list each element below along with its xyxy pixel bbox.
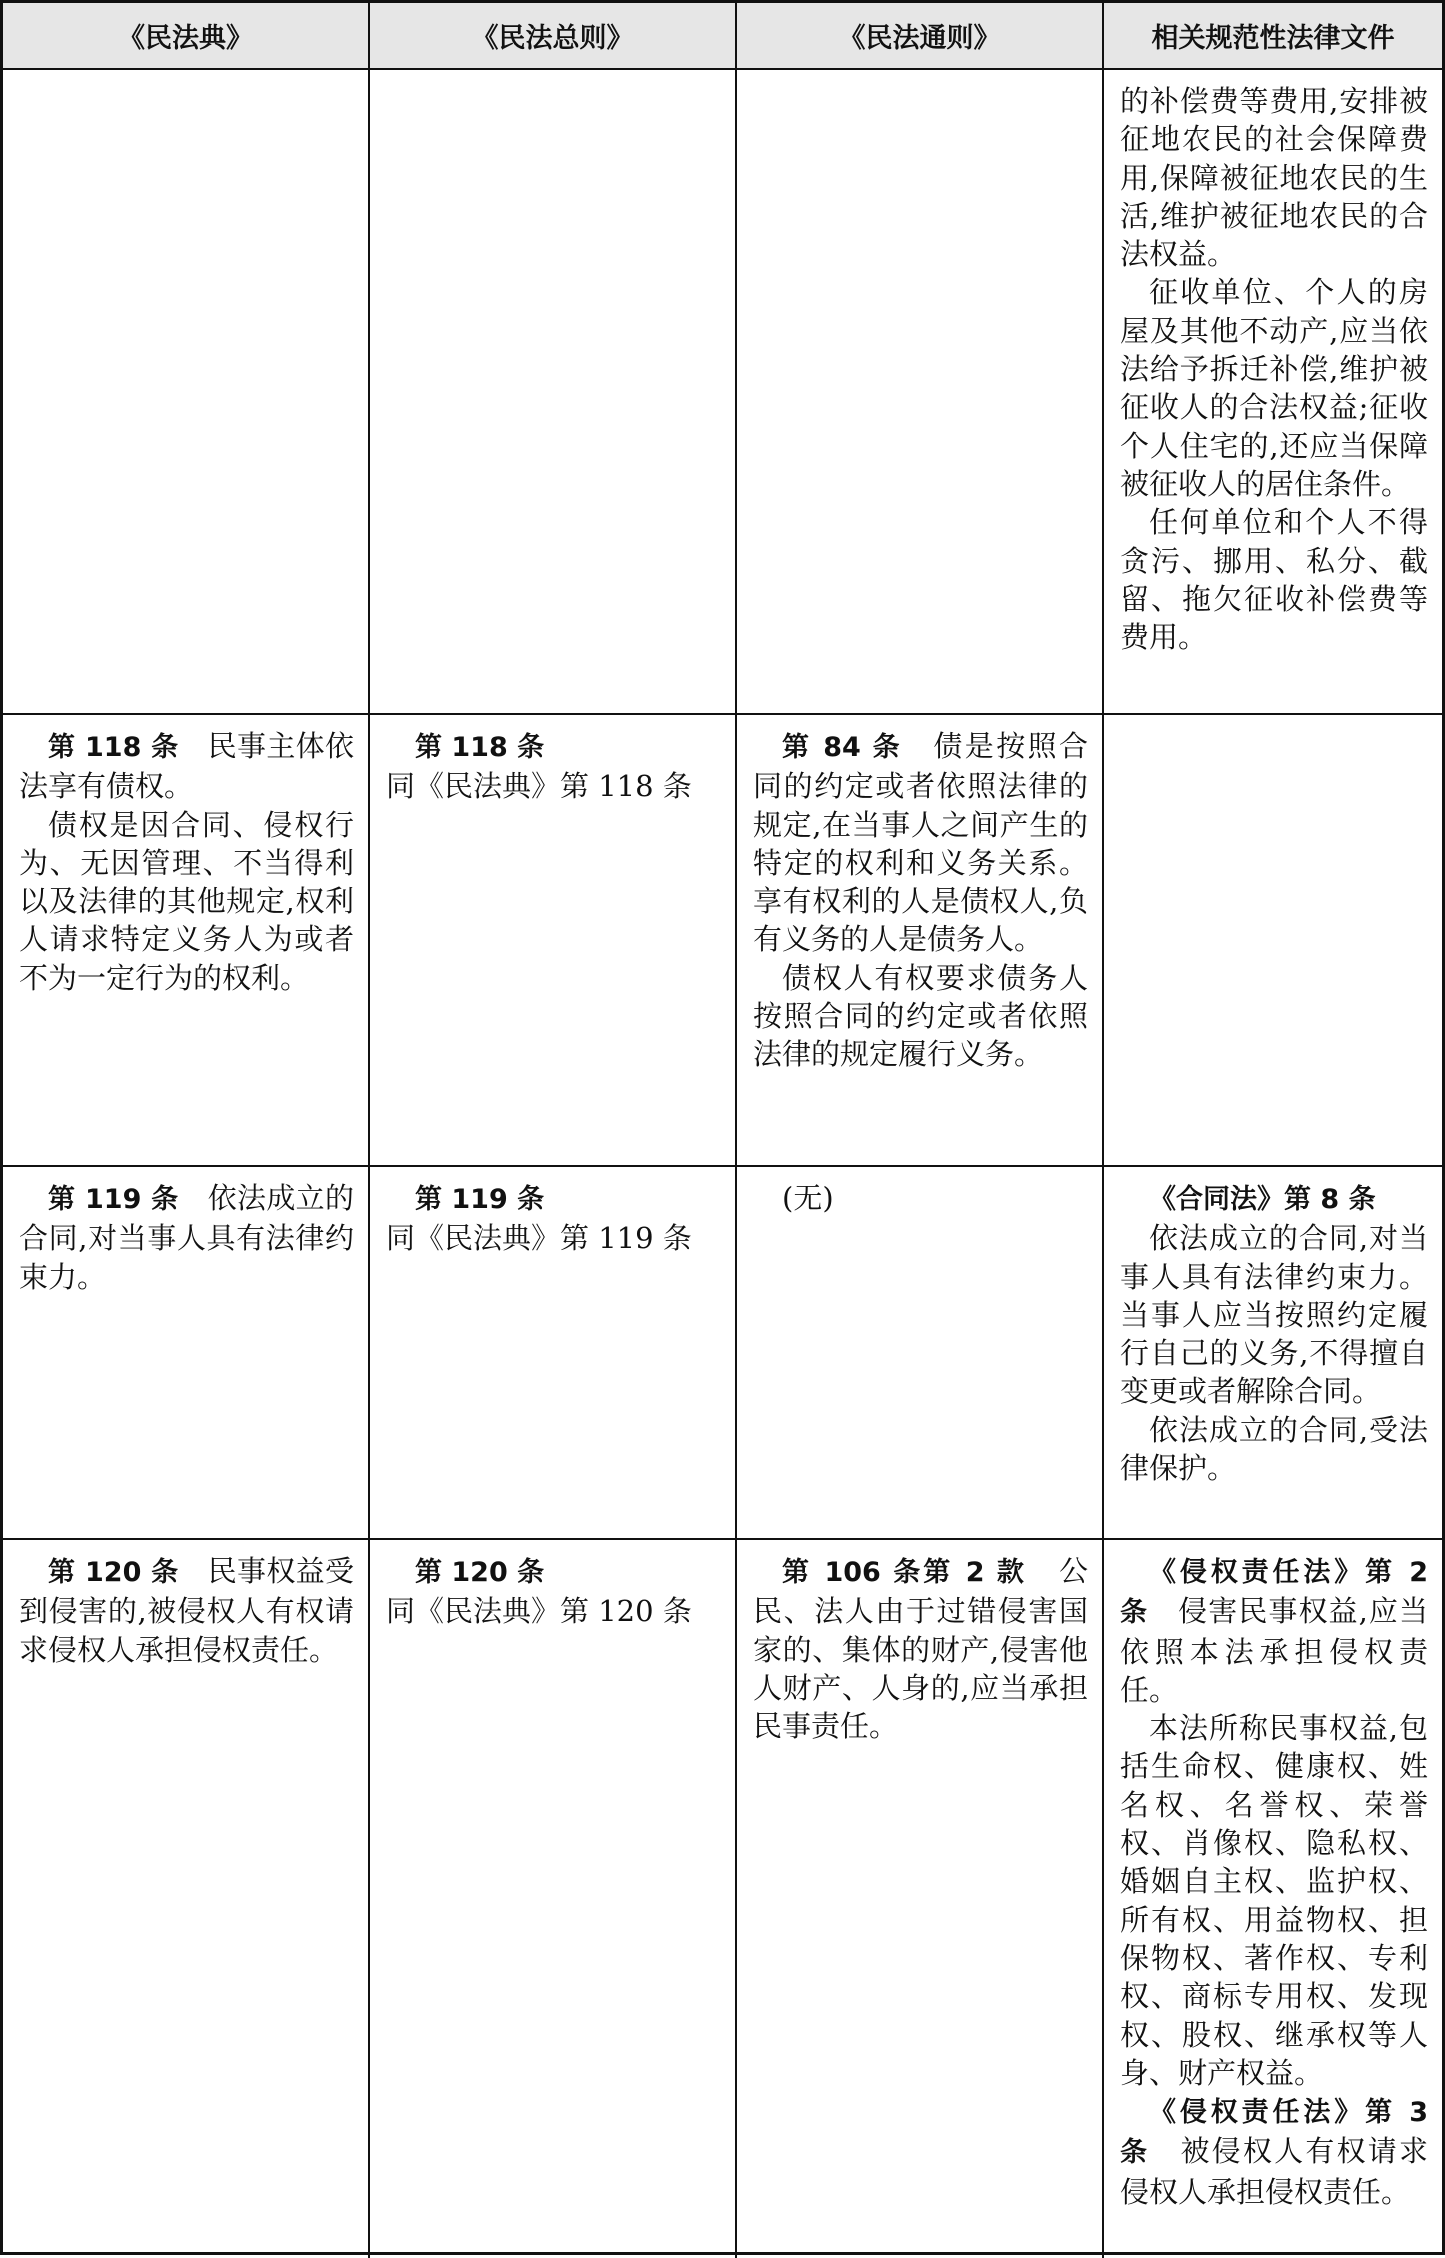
cell-general-principles [736,1539,1103,2258]
cell-general-principles [736,69,1103,714]
paragraph: 同《民法典》第 118 条 [386,769,692,804]
table-row [3,714,1442,1166]
table-row [3,1166,1442,1539]
article-number: 第 118 条 [48,732,179,763]
cell-general-provisions [369,1166,736,1539]
paragraph [19,1552,354,1669]
article-text: 依法成立的合同,对当事人具有法律约束力。 [19,1181,354,1294]
article-number: 第 119 条 [48,1184,179,1215]
paragraph [19,727,354,806]
article-text: 民事权益受到侵害的,被侵权人有权请求侵权人承担侵权责任。 [19,1554,354,1667]
paragraph: 的补偿费等费用,安排被征地农民的社会保障费用,保障被征地农民的生活,维护被征地农民的合法权益。 [1120,84,1428,272]
header-general-principles: 《民法通则》 [736,3,1103,69]
paragraph [753,1552,1088,1745]
article-text: 债是按照合同的约定或者依照法律的规定,在当事人之间产生的特定的权利和义务关系。享有权利的人是债权人,负有义务的人是债务人。 [753,729,1088,957]
cell-general-principles [736,714,1103,1166]
article-number: 第 120 条 [415,1557,545,1588]
cell-civil-code [3,1539,369,2258]
cell-related-documents [1103,1539,1442,2258]
cell-related-documents [1103,1166,1442,1539]
article-number: 第 106 条第 2 款 [782,1557,1027,1588]
paragraph: 同《民法典》第 119 条 [386,1221,692,1256]
paragraph: 债权是因合同、侵权行为、无因管理、不当得利以及法律的其他规定,权利人请求特定义务人为或者不为一定行为的权利。 [19,807,354,995]
paragraph: 债权人有权要求债务人按照合同的约定或者依照法律的规定履行义务。 [753,960,1088,1072]
article-number: 第 120 条 [48,1557,179,1588]
cell-general-provisions [369,714,736,1166]
article-text: 公民、法人由于过错侵害国家的、集体的财产,侵害他人财产、人身的,应当承担民事责任。 [753,1554,1088,1744]
cell-general-provisions [369,1539,736,2258]
cell-general-principles [736,1166,1103,1539]
paragraph: 同《民法典》第 120 条 [386,1594,692,1629]
reference-title: 《侵权责任法》第 3 条 [1120,2097,1428,2169]
article-text: 被侵权人有权请求侵权人承担侵权责任。 [1120,2134,1428,2209]
header-general-provisions: 《民法总则》 [369,3,736,69]
table-row [3,69,1442,714]
paragraph [386,1552,721,1592]
article-number: 第 84 条 [782,732,902,763]
cell-related-documents [1103,69,1442,714]
cell-civil-code [3,1166,369,1539]
cell-civil-code [3,714,369,1166]
paragraph: 本法所称民事权益,包括生命权、健康权、姓名权、名誉权、荣誉权、肖像权、隐私权、婚姻自主权、监护权、所有权、用益物权、担保物权、著作权、专利权、商标专用权、发现权、股权、继承权等人身、财产权益。 [1120,1711,1428,2090]
paragraph [1120,1552,1428,1709]
paragraph [1120,2092,1428,2211]
table-header-row [3,3,1442,69]
paragraph [386,727,721,767]
article-text: 侵害民事权益,应当依照本法承担侵权责任。 [1120,1594,1428,1707]
header-related-documents: 相关规范性法律文件 [1103,3,1442,69]
reference-title: 《侵权责任法》第 2 条 [1120,1557,1428,1629]
paragraph: 任何单位和个人不得贪污、挪用、私分、截留、拖欠征收补偿费等费用。 [1120,505,1428,655]
paragraph [386,1179,721,1219]
paragraph [753,727,1088,959]
table-row [3,1539,1442,2258]
cell-related-documents [1103,714,1442,1166]
paragraph [1120,1179,1428,1219]
law-comparison-table [3,3,1442,2258]
cell-general-provisions [369,69,736,714]
article-number: 第 119 条 [415,1184,545,1215]
header-civil-code: 《民法典》 [3,3,369,69]
reference-title: 《合同法》第 8 条 [1149,1184,1376,1215]
paragraph: 征收单位、个人的房屋及其他不动产,应当依法给予拆迁补偿,维护被征收人的合法权益;征收个人住宅的,还应当保障被征收人的居住条件。 [1120,275,1428,501]
paragraph: 依法成立的合同,对当事人具有法律约束力。当事人应当按照约定履行自己的义务,不得擅自变更或者解除合同。 [1120,1221,1428,1409]
paragraph: (无) [782,1181,834,1215]
cell-civil-code [3,69,369,714]
article-number: 第 118 条 [415,732,545,763]
paragraph [19,1179,354,1296]
paragraph: 依法成立的合同,受法律保护。 [1120,1412,1428,1486]
article-text: 民事主体依法享有债权。 [19,729,354,804]
